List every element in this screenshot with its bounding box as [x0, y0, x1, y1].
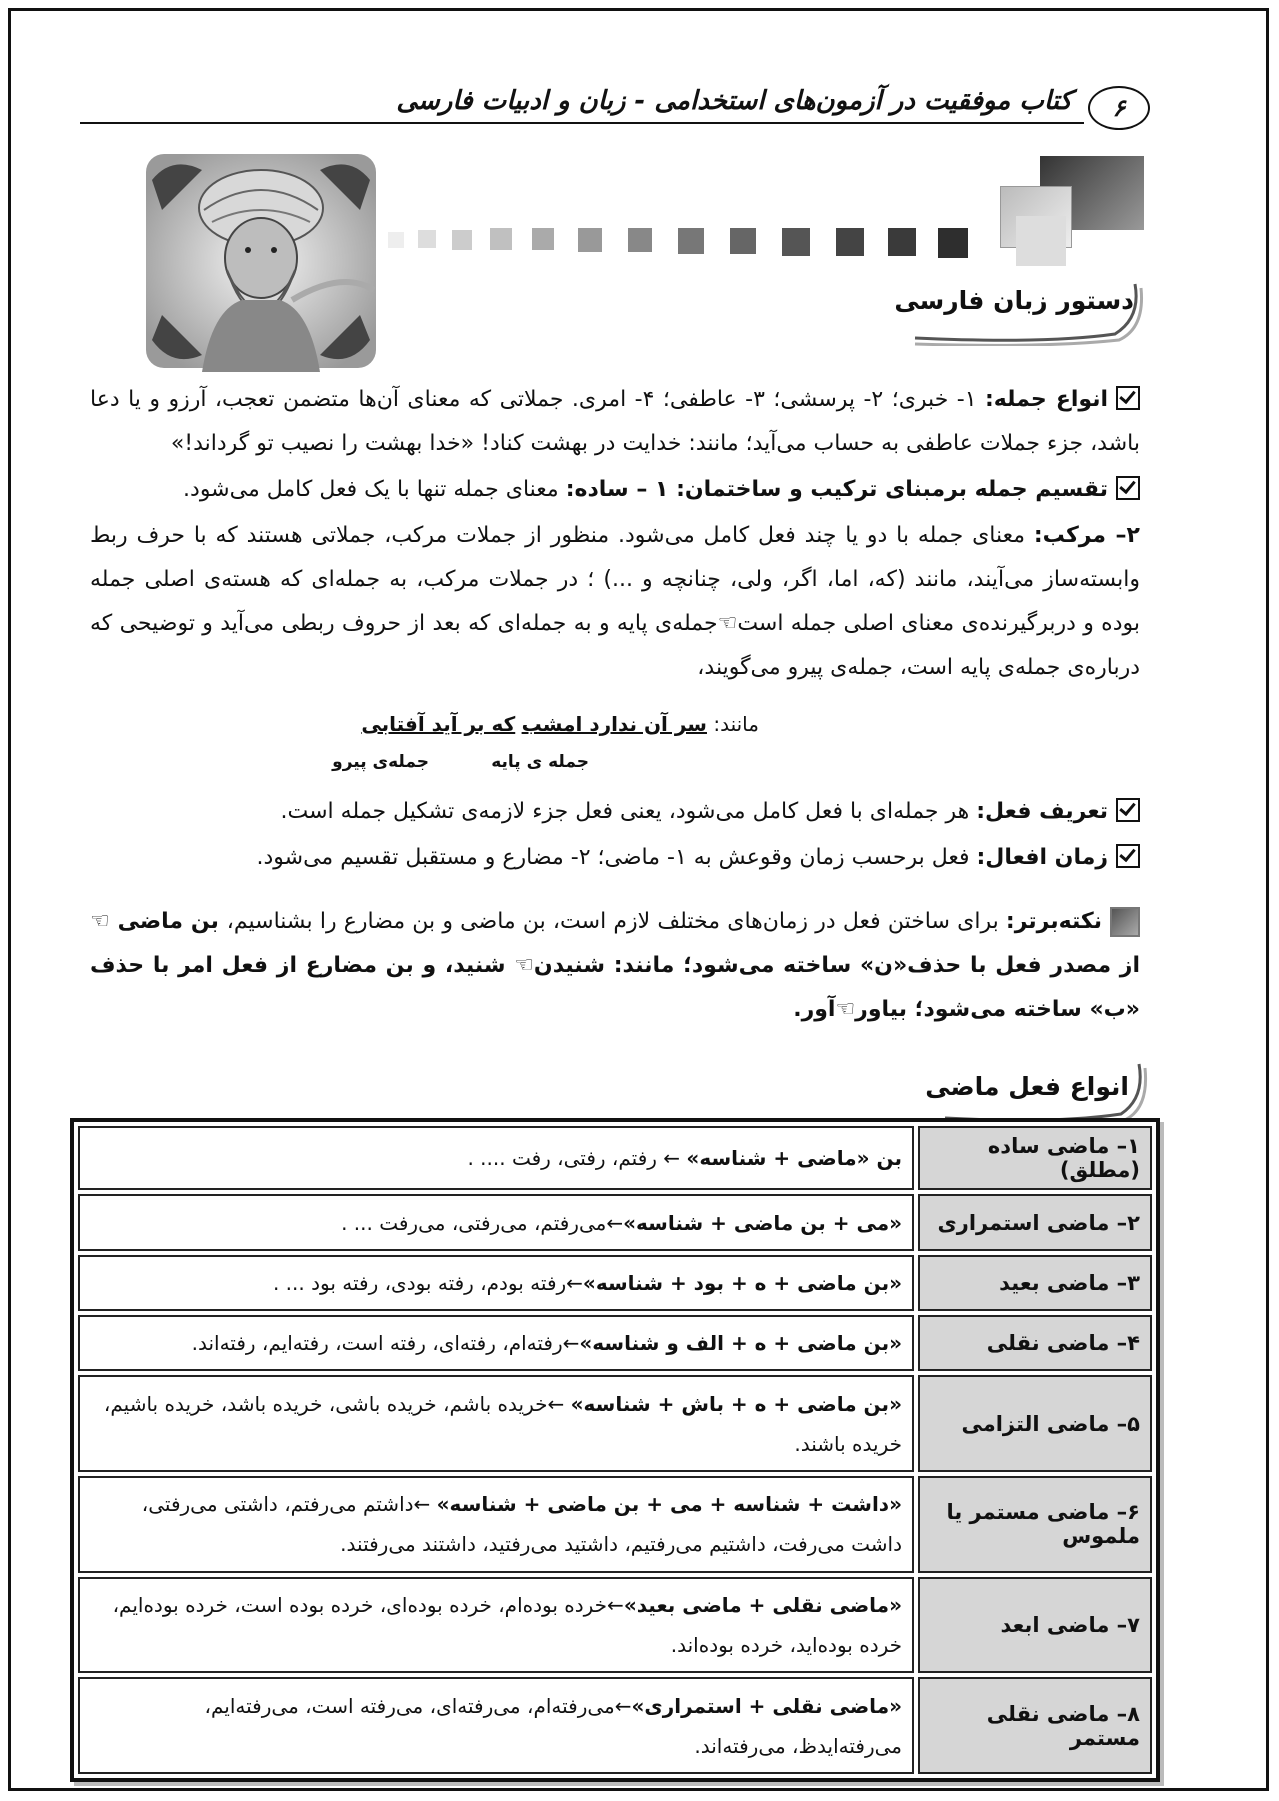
- example-main-clause: سر آن ندارد امشب: [521, 712, 707, 736]
- label-verb-tenses: زمان افعال:: [976, 845, 1108, 870]
- page-number: ۶: [1088, 86, 1150, 130]
- poet-portrait-image: [142, 150, 380, 372]
- label-sentence-structure: تقسیم جمله برمبنای ترکیب و ساختمان: ۱ – ساده:: [565, 477, 1108, 502]
- label-verb-definition: تعریف فعل:: [976, 799, 1108, 824]
- label-tip: نکته‌برتر:: [1005, 909, 1102, 934]
- tense-definition-cell: [78, 1194, 914, 1250]
- tense-examples: ←رفته‌ام، رفته‌ای، رفته است، رفته‌ایم، رفته‌اند.: [191, 1331, 580, 1356]
- tense-examples: ←می‌رفتم، می‌رفتی، می‌رفت ... .: [341, 1210, 624, 1235]
- paragraph-compound-sentence: [90, 514, 1140, 690]
- tense-name-cell: ۷– ماضی ابعد: [918, 1577, 1152, 1674]
- paragraph-sentence-types: [90, 378, 1140, 466]
- text-verb-tenses: فعل برحسب زمان وقوعش به ۱- ماضی؛ ۲- مضارع و مستقبل تقسیم می‌شود.: [256, 845, 977, 870]
- past-tenses-table: [70, 1118, 1160, 1782]
- table-row: [78, 1476, 1152, 1573]
- tense-name-cell: ۶– ماضی مستمر یا ملموس: [918, 1476, 1152, 1573]
- tense-examples: ←می‌رفته‌ام، می‌رفته‌ای، می‌رفته است، می‌رفته‌ایم، می‌رفته‌ایدظ، می‌رفته‌اند.: [204, 1693, 902, 1758]
- paragraph-sentence-structure: [90, 468, 1140, 512]
- checkbox-icon: [1116, 476, 1140, 500]
- text-compound: معنای جمله با دو یا چند فعل کامل می‌شود. منظور از جملات مرکب، جملاتی هستند که با حرف ربط وابسته‌ساز می‌آیند، مانند (که، اما، اگر، ولی، چنانچه و ...) ؛ در جملات مرکب، به جمله‌ای که هسته‌ی اصلی جمله بوده و دربرگیرنده‌ی معنای اصلی جمله است: [90, 523, 1140, 636]
- book-title: کتاب موفقیت در آزمون‌های استخدامی - زبان و ادبیات فارسی: [396, 86, 1072, 116]
- table-row: [78, 1126, 1152, 1190]
- table-row: [78, 1194, 1152, 1250]
- tense-name-cell: ۴– ماضی نقلی: [918, 1315, 1152, 1371]
- tense-definition-cell: [78, 1677, 914, 1774]
- table-row: [78, 1375, 1152, 1472]
- header-rule: [80, 122, 1084, 124]
- checkbox-icon: [1116, 386, 1140, 410]
- text-compound-2: جمله‌ی پایه و به جمله‌ای که بعد از حروف ربطی می‌آید و توضیحی که درباره‌ی جمله‌ی پایه است، جمله‌ی پیرو می‌گویند،: [90, 611, 1140, 680]
- tense-examples: ←داشتم می‌رفتم، داشتی می‌رفتی، داشت می‌رفت، داشتیم می‌رفتیم، داشتید می‌رفتید، داشتند می‌رفتند.: [141, 1492, 902, 1557]
- tense-table: [74, 1122, 1156, 1778]
- tense-formula: «بن ماضی + ه + الف و شناسه»: [579, 1331, 902, 1356]
- table-row: [78, 1577, 1152, 1674]
- example-sub-clause: که بر آید آفتابی: [361, 712, 516, 736]
- caption-main-clause: جمله ی پایه: [491, 752, 589, 772]
- pointing-hand-icon: ☜: [717, 611, 738, 636]
- section-title-text: دستور زبان فارسی: [894, 286, 1134, 315]
- tense-definition-cell: [78, 1315, 914, 1371]
- tense-examples: ←رفته بودم، رفته بودی، رفته بود ... .: [272, 1270, 583, 1295]
- table-row: [78, 1315, 1152, 1371]
- tense-formula: «ماضی نقلی + استمراری»: [631, 1693, 902, 1718]
- table-row: [78, 1255, 1152, 1311]
- label-compound: ۲– مرکب:: [1033, 523, 1140, 548]
- tense-definition-cell: [78, 1126, 914, 1190]
- tense-definition-cell: [78, 1577, 914, 1674]
- tense-examples: ←خریده باشم، خریده باشی، خریده باشد، خریده باشیم، خریده باشند.: [103, 1391, 902, 1456]
- text-verb-definition: هر جمله‌ای با فعل کامل می‌شود، یعنی فعل جزء لازمه‌ی تشکیل جمله است.: [280, 799, 977, 824]
- tense-definition-cell: [78, 1375, 914, 1472]
- tense-formula: «بن ماضی + ه + بود + شناسه»: [582, 1270, 902, 1295]
- paragraph-verb-tenses: [90, 836, 1140, 880]
- square-strip: [388, 228, 1008, 262]
- label-sentence-types: انواع جمله:: [985, 387, 1109, 412]
- caption-sub-clause: جمله‌ی پیرو: [332, 752, 429, 772]
- tense-formula: «داشت + شناسه + می + بن ماضی + شناسه»: [436, 1492, 902, 1517]
- checkbox-icon: [1116, 844, 1140, 868]
- decorative-corner-squares: [1000, 156, 1150, 276]
- checkbox-icon: [1116, 798, 1140, 822]
- text-sentence-types: ۱- خبری؛ ۲- پرسشی؛ ۳- عاطفی؛ ۴- امری. جملاتی که معنای آن‌ها متضمن تعجب، آرزو و یا دعا باشد، جزء جملات عاطفی به حساب می‌آید؛ مانند: خدایت در بهشت کناد! «خدا بهشت را نصیب تو گرداند!»: [90, 387, 1140, 456]
- example-caption-sub: [332, 752, 429, 772]
- text-tip-bold: بن ماضی ☜ از مصدر فعل با حذف«ن» ساخته می‌شود؛ مانند: شنیدن☜ شنید، و بن مضارع از فعل امر با حذف «ب» ساخته می‌شود؛ بیاور☜آور.: [90, 909, 1140, 1022]
- tense-name-cell: ۱– ماضی ساده (مطلق): [918, 1126, 1152, 1190]
- paragraph-tip: [90, 900, 1140, 1032]
- example-line: [361, 712, 759, 736]
- tense-examples: ←خرده بوده‌ام، خرده بوده‌ای، خرده بوده است، خرده بوده‌ایم، خرده بوده‌اید، خرده بوده‌اند.: [112, 1593, 902, 1657]
- tense-definition-cell: [78, 1255, 914, 1311]
- tense-formula: «ماضی نقلی + ماضی بعید»: [623, 1593, 902, 1617]
- section-title-swoosh: [935, 1058, 1149, 1126]
- tense-formula: بن «ماضی + شناسه»: [686, 1146, 902, 1171]
- tense-definition-cell: [78, 1476, 914, 1573]
- section-title-swoosh: [905, 278, 1145, 346]
- tense-name-cell: ۲– ماضی استمراری: [918, 1194, 1152, 1250]
- text-sentence-structure: معنای جمله تنها با یک فعل کامل می‌شود.: [183, 477, 566, 502]
- section-title-text: انواع فعل ماضی: [925, 1072, 1129, 1101]
- paragraph-verb-definition: [90, 790, 1140, 834]
- tip-icon: [1110, 907, 1140, 937]
- table-row: [78, 1677, 1152, 1774]
- page-header: [80, 86, 1150, 130]
- tense-name-cell: ۳– ماضی بعید: [918, 1255, 1152, 1311]
- tense-examples: ← رفتم، رفتی، رفت .... .: [467, 1146, 687, 1171]
- example-caption-main: [491, 752, 589, 772]
- tense-name-cell: ۸– ماضی نقلی مستمر: [918, 1677, 1152, 1774]
- tense-name-cell: ۵– ماضی التزامی: [918, 1375, 1152, 1472]
- example-label: مانند:: [713, 712, 759, 736]
- text-tip: برای ساختن فعل در زمان‌های مختلف لازم است، بن ماضی و بن مضارع را بشناسیم،: [226, 909, 1006, 934]
- tense-formula: «بن ماضی + ه + باش + شناسه»: [570, 1391, 902, 1416]
- tense-formula: «می + بن ماضی + شناسه»: [623, 1210, 902, 1235]
